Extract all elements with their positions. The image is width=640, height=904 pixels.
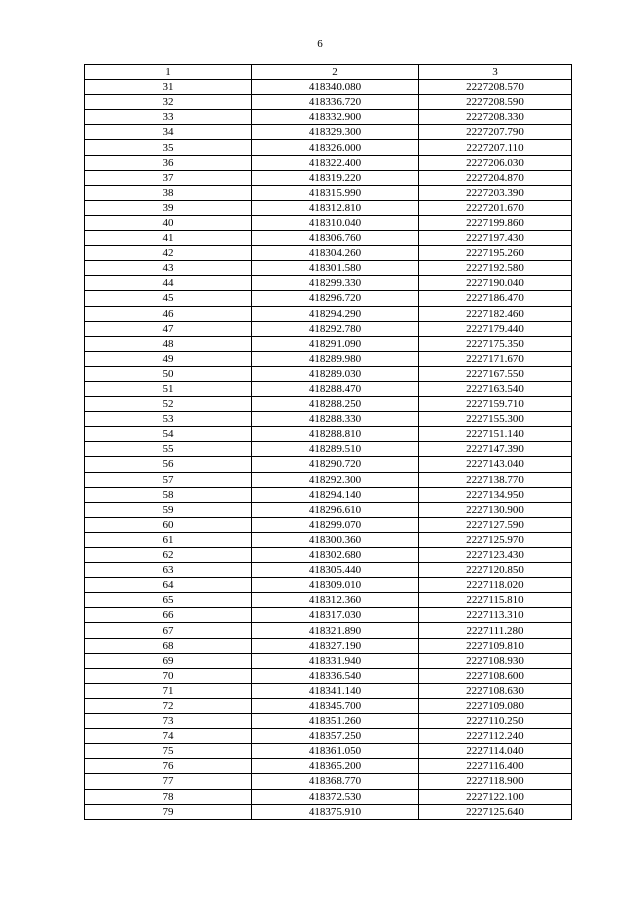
x-coordinate-cell: 418327.190 — [252, 638, 419, 653]
point-number-cell: 64 — [85, 578, 252, 593]
x-coordinate-cell: 418310.040 — [252, 215, 419, 230]
point-number-cell: 62 — [85, 548, 252, 563]
x-coordinate-cell: 418319.220 — [252, 170, 419, 185]
point-number-cell: 57 — [85, 472, 252, 487]
x-coordinate-cell: 418336.540 — [252, 668, 419, 683]
x-coordinate-cell: 418315.990 — [252, 185, 419, 200]
y-coordinate-cell: 2227190.040 — [419, 276, 572, 291]
table-row — [85, 321, 572, 336]
table-row — [85, 457, 572, 472]
point-number-cell: 56 — [85, 457, 252, 472]
x-coordinate-cell: 418336.720 — [252, 95, 419, 110]
x-coordinate-cell: 418305.440 — [252, 563, 419, 578]
point-number-cell: 50 — [85, 366, 252, 381]
x-coordinate-cell: 418326.000 — [252, 140, 419, 155]
x-coordinate-cell: 418294.290 — [252, 306, 419, 321]
x-coordinate-cell: 418304.260 — [252, 246, 419, 261]
point-number-cell: 70 — [85, 668, 252, 683]
column-header-3: 3 — [419, 65, 572, 80]
x-coordinate-cell: 418372.530 — [252, 789, 419, 804]
y-coordinate-cell: 2227159.710 — [419, 397, 572, 412]
x-coordinate-cell: 418300.360 — [252, 532, 419, 547]
table-row — [85, 502, 572, 517]
point-number-cell: 49 — [85, 351, 252, 366]
table-row — [85, 231, 572, 246]
table-row — [85, 276, 572, 291]
table-row — [85, 215, 572, 230]
x-coordinate-cell: 418289.510 — [252, 442, 419, 457]
table-row — [85, 668, 572, 683]
table-row — [85, 653, 572, 668]
point-number-cell: 52 — [85, 397, 252, 412]
x-coordinate-cell: 418309.010 — [252, 578, 419, 593]
table-row — [85, 698, 572, 713]
table-row — [85, 804, 572, 819]
y-coordinate-cell: 2227122.100 — [419, 789, 572, 804]
y-coordinate-cell: 2227109.080 — [419, 698, 572, 713]
x-coordinate-cell: 418345.700 — [252, 698, 419, 713]
table-row — [85, 487, 572, 502]
table-row — [85, 261, 572, 276]
table-row — [85, 80, 572, 95]
y-coordinate-cell: 2227203.390 — [419, 185, 572, 200]
x-coordinate-cell: 418321.890 — [252, 623, 419, 638]
x-coordinate-cell: 418317.030 — [252, 608, 419, 623]
y-coordinate-cell: 2227204.870 — [419, 170, 572, 185]
y-coordinate-cell: 2227208.590 — [419, 95, 572, 110]
point-number-cell: 77 — [85, 774, 252, 789]
table-row — [85, 95, 572, 110]
table-row — [85, 351, 572, 366]
x-coordinate-cell: 418290.720 — [252, 457, 419, 472]
x-coordinate-cell: 418312.360 — [252, 593, 419, 608]
point-number-cell: 66 — [85, 608, 252, 623]
point-number-cell: 59 — [85, 502, 252, 517]
table-body — [85, 80, 572, 820]
point-number-cell: 60 — [85, 517, 252, 532]
y-coordinate-cell: 2227195.260 — [419, 246, 572, 261]
y-coordinate-cell: 2227118.020 — [419, 578, 572, 593]
x-coordinate-cell: 418288.330 — [252, 412, 419, 427]
point-number-cell: 58 — [85, 487, 252, 502]
x-coordinate-cell: 418288.250 — [252, 397, 419, 412]
point-number-cell: 36 — [85, 155, 252, 170]
y-coordinate-cell: 2227113.310 — [419, 608, 572, 623]
y-coordinate-cell: 2227109.810 — [419, 638, 572, 653]
y-coordinate-cell: 2227143.040 — [419, 457, 572, 472]
y-coordinate-cell: 2227110.250 — [419, 714, 572, 729]
x-coordinate-cell: 418296.610 — [252, 502, 419, 517]
y-coordinate-cell: 2227108.600 — [419, 668, 572, 683]
y-coordinate-cell: 2227163.540 — [419, 381, 572, 396]
x-coordinate-cell: 418351.260 — [252, 714, 419, 729]
x-coordinate-cell: 418329.300 — [252, 125, 419, 140]
point-number-cell: 33 — [85, 110, 252, 125]
table-row — [85, 683, 572, 698]
y-coordinate-cell: 2227125.970 — [419, 532, 572, 547]
x-coordinate-cell: 418296.720 — [252, 291, 419, 306]
point-number-cell: 74 — [85, 729, 252, 744]
point-number-cell: 44 — [85, 276, 252, 291]
table-row — [85, 397, 572, 412]
x-coordinate-cell: 418332.900 — [252, 110, 419, 125]
x-coordinate-cell: 418368.770 — [252, 774, 419, 789]
point-number-cell: 68 — [85, 638, 252, 653]
point-number-cell: 53 — [85, 412, 252, 427]
x-coordinate-cell: 418322.400 — [252, 155, 419, 170]
table-row — [85, 170, 572, 185]
point-number-cell: 47 — [85, 321, 252, 336]
y-coordinate-cell: 2227186.470 — [419, 291, 572, 306]
point-number-cell: 38 — [85, 185, 252, 200]
x-coordinate-cell: 418375.910 — [252, 804, 419, 819]
table-row — [85, 774, 572, 789]
table-row — [85, 381, 572, 396]
y-coordinate-cell: 2227207.790 — [419, 125, 572, 140]
table-row — [85, 155, 572, 170]
y-coordinate-cell: 2227127.590 — [419, 517, 572, 532]
y-coordinate-cell: 2227192.580 — [419, 261, 572, 276]
page-number: 6 — [317, 38, 323, 50]
y-coordinate-cell: 2227207.110 — [419, 140, 572, 155]
table-row — [85, 623, 572, 638]
table-row — [85, 125, 572, 140]
table-row — [85, 427, 572, 442]
x-coordinate-cell: 418331.940 — [252, 653, 419, 668]
table-row — [85, 412, 572, 427]
y-coordinate-cell: 2227201.670 — [419, 200, 572, 215]
column-header-2: 2 — [252, 65, 419, 80]
y-coordinate-cell: 2227208.330 — [419, 110, 572, 125]
x-coordinate-cell: 418365.200 — [252, 759, 419, 774]
y-coordinate-cell: 2227115.810 — [419, 593, 572, 608]
x-coordinate-cell: 418289.980 — [252, 351, 419, 366]
table-row — [85, 578, 572, 593]
point-number-cell: 37 — [85, 170, 252, 185]
table-row — [85, 744, 572, 759]
table-header-row — [85, 65, 572, 80]
y-coordinate-cell: 2227197.430 — [419, 231, 572, 246]
point-number-cell: 35 — [85, 140, 252, 155]
table-row — [85, 789, 572, 804]
table-row — [85, 442, 572, 457]
x-coordinate-cell: 418292.780 — [252, 321, 419, 336]
point-number-cell: 67 — [85, 623, 252, 638]
y-coordinate-cell: 2227112.240 — [419, 729, 572, 744]
table-row — [85, 532, 572, 547]
x-coordinate-cell: 418291.090 — [252, 336, 419, 351]
point-number-cell: 79 — [85, 804, 252, 819]
y-coordinate-cell: 2227138.770 — [419, 472, 572, 487]
x-coordinate-cell: 418294.140 — [252, 487, 419, 502]
y-coordinate-cell: 2227199.860 — [419, 215, 572, 230]
table-row — [85, 548, 572, 563]
x-coordinate-cell: 418341.140 — [252, 683, 419, 698]
point-number-cell: 43 — [85, 261, 252, 276]
point-number-cell: 78 — [85, 789, 252, 804]
x-coordinate-cell: 418299.070 — [252, 517, 419, 532]
point-number-cell: 45 — [85, 291, 252, 306]
x-coordinate-cell: 418302.680 — [252, 548, 419, 563]
point-number-cell: 71 — [85, 683, 252, 698]
point-number-cell: 34 — [85, 125, 252, 140]
y-coordinate-cell: 2227206.030 — [419, 155, 572, 170]
table-row — [85, 366, 572, 381]
y-coordinate-cell: 2227120.850 — [419, 563, 572, 578]
point-number-cell: 51 — [85, 381, 252, 396]
point-number-cell: 31 — [85, 80, 252, 95]
y-coordinate-cell: 2227118.900 — [419, 774, 572, 789]
table-row — [85, 729, 572, 744]
table-row — [85, 291, 572, 306]
point-number-cell: 55 — [85, 442, 252, 457]
table-row — [85, 563, 572, 578]
point-number-cell: 69 — [85, 653, 252, 668]
y-coordinate-cell: 2227171.670 — [419, 351, 572, 366]
table-row — [85, 110, 572, 125]
coordinates-table — [84, 64, 572, 820]
point-number-cell: 32 — [85, 95, 252, 110]
point-number-cell: 72 — [85, 698, 252, 713]
point-number-cell: 63 — [85, 563, 252, 578]
y-coordinate-cell: 2227208.570 — [419, 80, 572, 95]
y-coordinate-cell: 2227108.630 — [419, 683, 572, 698]
column-header-1: 1 — [85, 65, 252, 80]
table-row — [85, 472, 572, 487]
table-row — [85, 306, 572, 321]
table-row — [85, 714, 572, 729]
point-number-cell: 73 — [85, 714, 252, 729]
x-coordinate-cell: 418340.080 — [252, 80, 419, 95]
y-coordinate-cell: 2227130.900 — [419, 502, 572, 517]
y-coordinate-cell: 2227179.440 — [419, 321, 572, 336]
table-row — [85, 140, 572, 155]
table-row — [85, 638, 572, 653]
point-number-cell: 46 — [85, 306, 252, 321]
y-coordinate-cell: 2227111.280 — [419, 623, 572, 638]
x-coordinate-cell: 418288.470 — [252, 381, 419, 396]
x-coordinate-cell: 418361.050 — [252, 744, 419, 759]
x-coordinate-cell: 418299.330 — [252, 276, 419, 291]
point-number-cell: 39 — [85, 200, 252, 215]
point-number-cell: 42 — [85, 246, 252, 261]
point-number-cell: 41 — [85, 231, 252, 246]
point-number-cell: 48 — [85, 336, 252, 351]
table-row — [85, 593, 572, 608]
table-row — [85, 336, 572, 351]
table-row — [85, 200, 572, 215]
y-coordinate-cell: 2227147.390 — [419, 442, 572, 457]
x-coordinate-cell: 418306.760 — [252, 231, 419, 246]
point-number-cell: 54 — [85, 427, 252, 442]
table-row — [85, 759, 572, 774]
y-coordinate-cell: 2227116.400 — [419, 759, 572, 774]
y-coordinate-cell: 2227108.930 — [419, 653, 572, 668]
point-number-cell: 61 — [85, 532, 252, 547]
table-row — [85, 608, 572, 623]
x-coordinate-cell: 418292.300 — [252, 472, 419, 487]
x-coordinate-cell: 418301.580 — [252, 261, 419, 276]
y-coordinate-cell: 2227151.140 — [419, 427, 572, 442]
table-row — [85, 185, 572, 200]
x-coordinate-cell: 418357.250 — [252, 729, 419, 744]
y-coordinate-cell: 2227167.550 — [419, 366, 572, 381]
y-coordinate-cell: 2227155.300 — [419, 412, 572, 427]
point-number-cell: 65 — [85, 593, 252, 608]
point-number-cell: 40 — [85, 215, 252, 230]
table-row — [85, 517, 572, 532]
y-coordinate-cell: 2227134.950 — [419, 487, 572, 502]
y-coordinate-cell: 2227125.640 — [419, 804, 572, 819]
y-coordinate-cell: 2227182.460 — [419, 306, 572, 321]
y-coordinate-cell: 2227114.040 — [419, 744, 572, 759]
x-coordinate-cell: 418289.030 — [252, 366, 419, 381]
x-coordinate-cell: 418312.810 — [252, 200, 419, 215]
y-coordinate-cell: 2227123.430 — [419, 548, 572, 563]
table-row — [85, 246, 572, 261]
y-coordinate-cell: 2227175.350 — [419, 336, 572, 351]
point-number-cell: 76 — [85, 759, 252, 774]
point-number-cell: 75 — [85, 744, 252, 759]
x-coordinate-cell: 418288.810 — [252, 427, 419, 442]
